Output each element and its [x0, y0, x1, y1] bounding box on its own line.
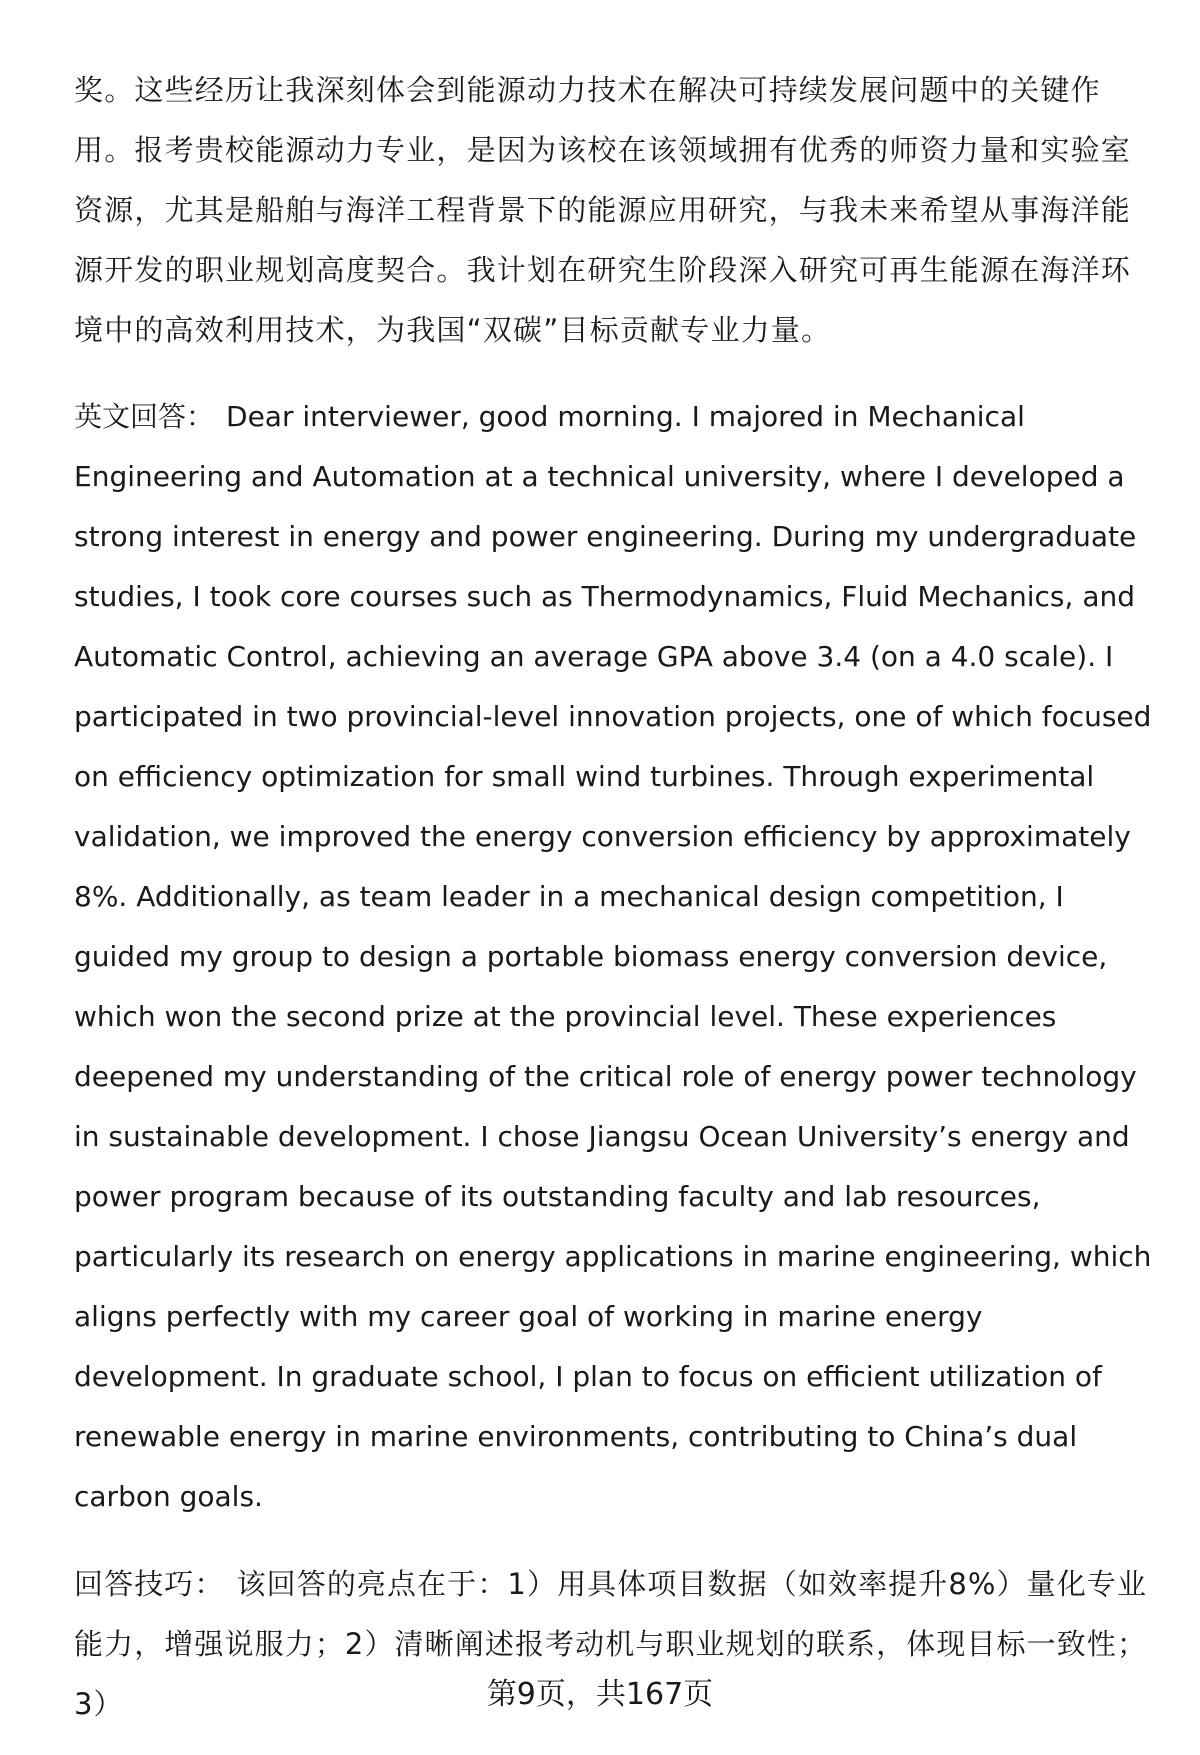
- english-answer-paragraph: [74, 387, 1159, 1527]
- answer-tips-label: 回答技巧：: [74, 1567, 225, 1601]
- english-answer-text: Dear interviewer, good morning. I majored in Mechanical Engineering and Automation at a technical university, where I developed a strong interest in energy and power engineering. During my undergraduate studies, I took core courses such as Thermodynamics, Fluid Mechanics, and Automatic Control, achieving an average GPA above 3.4 (on a 4.0 scale). I participated in two provincial-level innovation projects, one of which focused on efficiency optimization for small wind turbines. Through experimental validation, we improved the energy conversion efficiency by approximately 8%. Additionally, as team leader in a mechanical design competition, I guided my group to design a portable biomass energy conversion device, which won the second prize at the provincial level. These experiences deepened my understanding of the critical role of energy power technology in sustainable development. I chose Jiangsu Ocean University’s energy and power program because of its outstanding faculty and lab resources, particularly its research on energy applications in marine engineering, which aligns perfectly with my career goal of working in marine energy development. In graduate school, I plan to focus on efficient utilization of renewable energy in marine environments, contributing to China’s dual carbon goals.: [74, 400, 1152, 1513]
- english-answer-label: 英文回答：: [74, 400, 215, 433]
- page-indicator: 第9页，共167页: [486, 1677, 714, 1712]
- chinese-answer-paragraph: 奖。这些经历让我深刻体会到能源动力技术在解决可持续发展问题中的关键作用。报考贵校能源动力专业，是因为该校在该领域拥有优秀的师资力量和实验室资源，尤其是船舶与海洋工程背景下的能源应用研究，与我未来希望从事海洋能源开发的职业规划高度契合。我计划在研究生阶段深入研究可再生能源在海洋环境中的高效利用技术，为我国“双碳”目标贡献专业力量。: [74, 73, 1132, 347]
- answer-tips-text: 该回答的亮点在于：1）用具体项目数据（如效率提升8%）量化专业能力，增强说服力；2）清晰阐述报考动机与职业规划的联系，体现目标一致性；3）: [74, 1567, 1148, 1721]
